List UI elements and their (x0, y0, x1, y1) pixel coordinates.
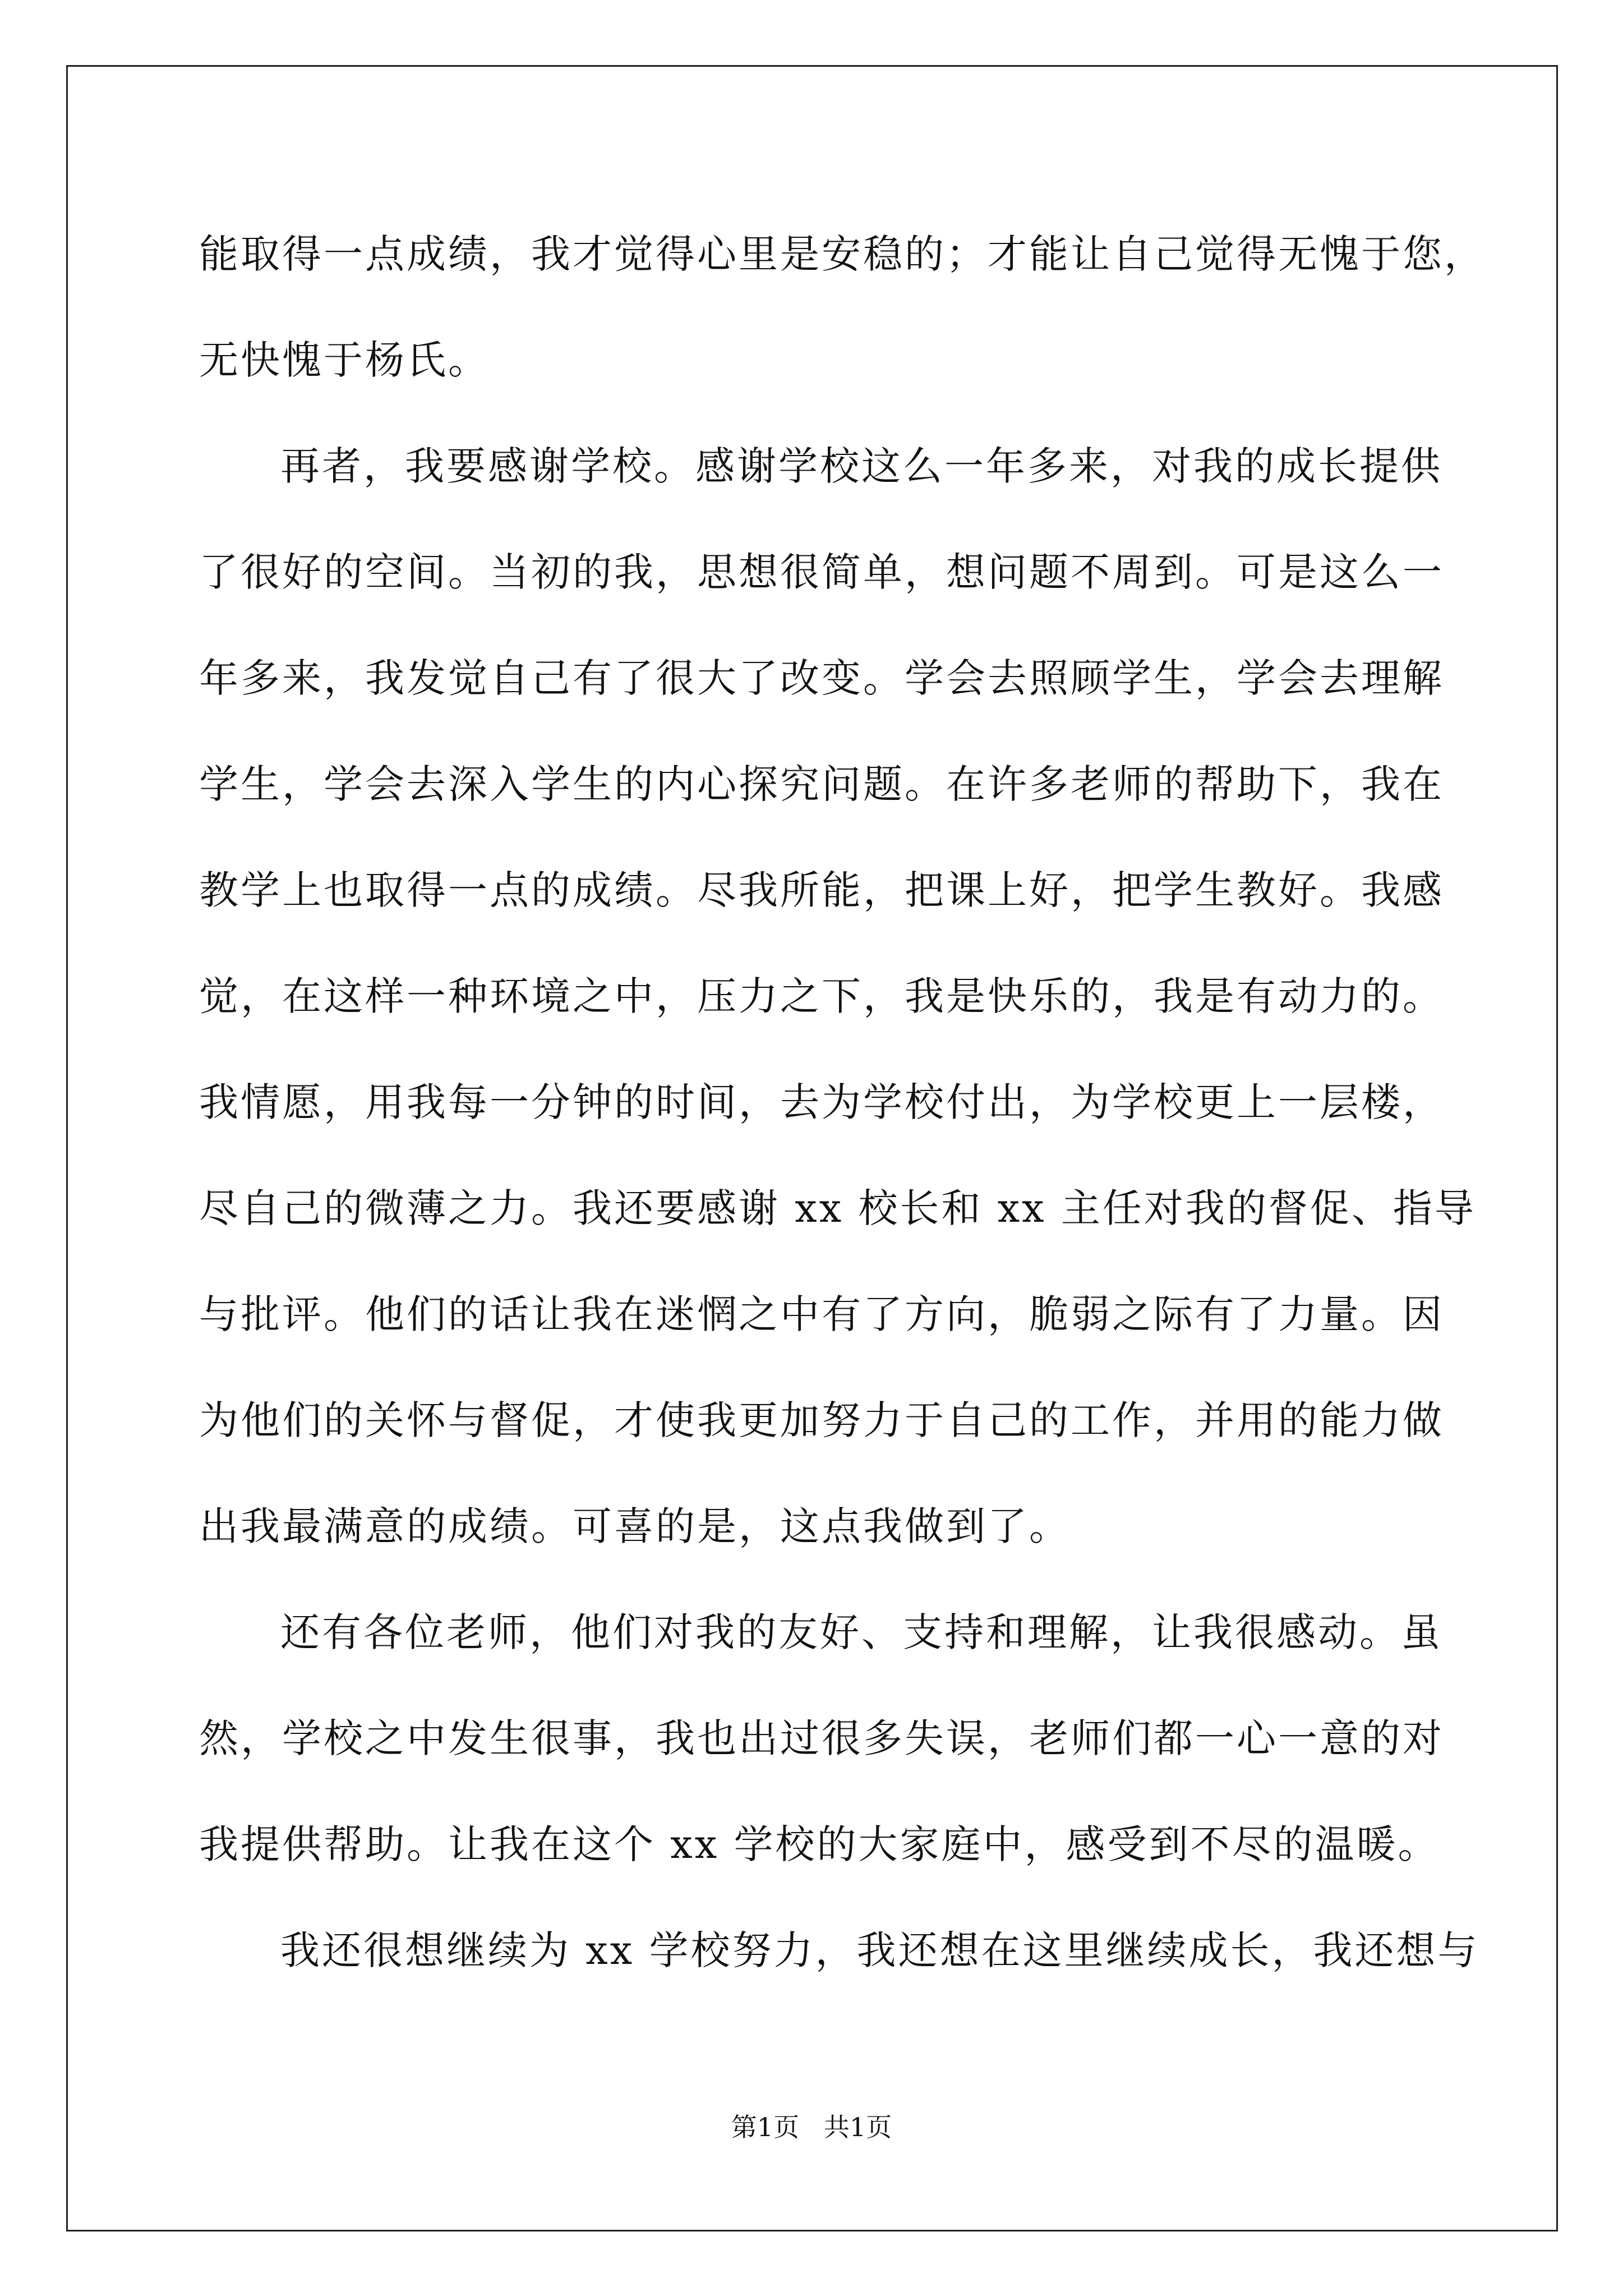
text-line: 无快愧于杨氏。 (199, 337, 490, 383)
paragraph-start-line: 我还很想继续为 xx 学校努力，我还想在这里继续成长，我还想与 (280, 1927, 1479, 1973)
text-line: 了很好的空间。当初的我，思想很简单，想问题不周到。可是这么一 (199, 549, 1444, 595)
text-line: 能取得一点成绩，我才觉得心里是安稳的；才能让自己觉得无愧于您， (199, 231, 1486, 277)
text-line: 觉，在这样一种环境之中，压力之下，我是快乐的，我是有动力的。 (199, 973, 1444, 1019)
text-line: 教学上也取得一点的成绩。尽我所能，把课上好，把学生教好。我感 (199, 867, 1444, 913)
text-line: 我提供帮助。让我在这个 xx 学校的大家庭中，感受到不尽的温暖。 (199, 1821, 1440, 1867)
document-body (199, 212, 1486, 2014)
text-line: 学生，学会去深入学生的内心探究问题。在许多老师的帮助下，我在 (199, 761, 1444, 807)
text-line: 与批评。他们的话让我在迷惘之中有了方向，脆弱之际有了力量。因 (199, 1291, 1444, 1337)
page-number-footer: 第1页 共1页 (731, 2112, 892, 2142)
text-line: 年多来，我发觉自己有了很大了改变。学会去照顾学生，学会去理解 (199, 655, 1444, 701)
text-line: 为他们的关怀与督促，才使我更加努力于自己的工作，并用的能力做 (199, 1397, 1444, 1443)
text-line: 尽自己的微薄之力。我还要感谢 xx 校长和 xx 主任对我的督促、指导 (199, 1185, 1476, 1231)
text-line: 然，学校之中发生很事，我也出过很多失误，老师们都一心一意的对 (199, 1715, 1444, 1761)
text-line: 我情愿，用我每一分钟的时间，去为学校付出，为学校更上一层楼， (199, 1079, 1444, 1125)
paragraph-start-line: 还有各位老师，他们对我的友好、支持和理解，让我很感动。虽 (280, 1609, 1442, 1655)
paragraph-start-line: 再者，我要感谢学校。感谢学校这么一年多来，对我的成长提供 (280, 443, 1442, 489)
text-line: 出我最满意的成绩。可喜的是，这点我做到了。 (199, 1503, 1071, 1549)
